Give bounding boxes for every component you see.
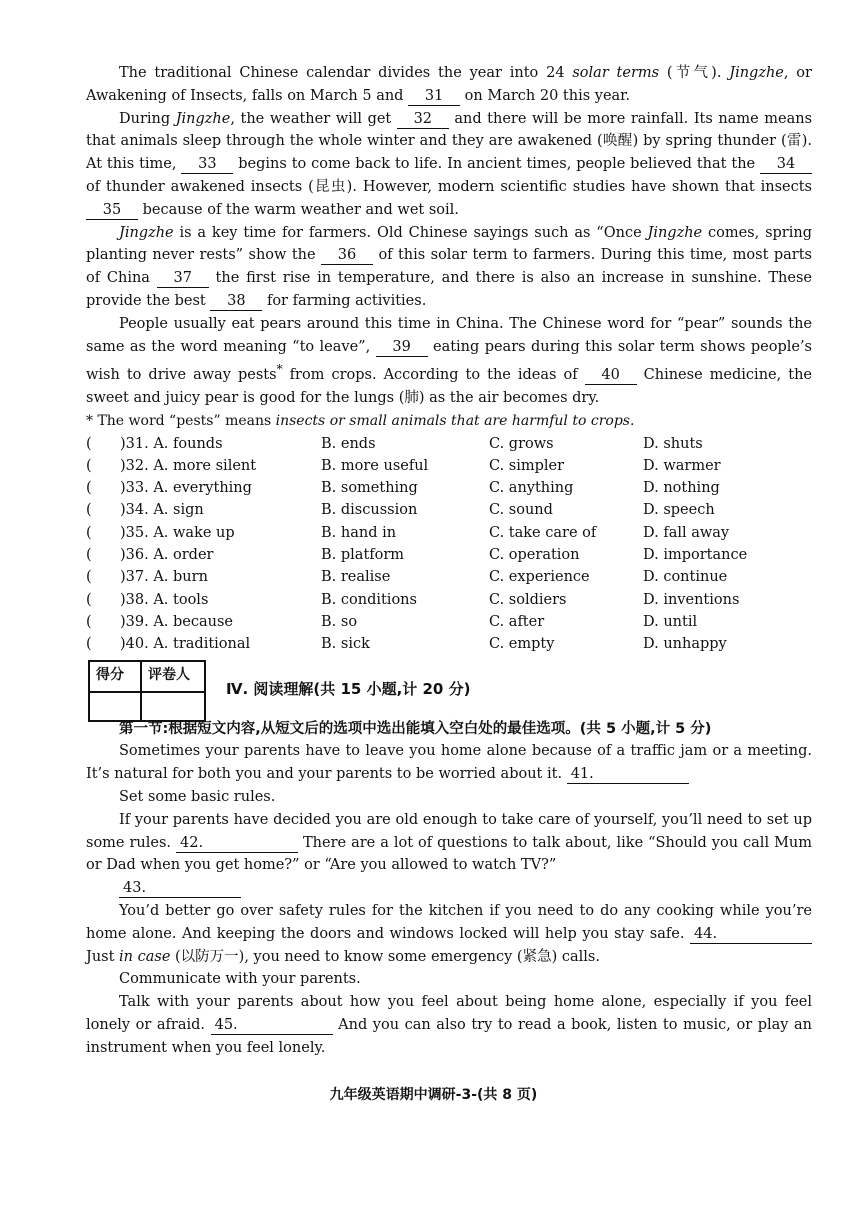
text-italic: Jingzhe xyxy=(119,224,174,241)
answer-paren: ( xyxy=(86,591,92,608)
text: And you can also try to read a book, listen to music, or play an instrument when you feel lonely. xyxy=(86,1016,812,1056)
option-c: C. experience xyxy=(489,569,590,586)
option-b: B. something xyxy=(321,480,418,497)
cloze-paragraph-2 xyxy=(86,108,812,222)
option-d: D. until xyxy=(643,613,698,630)
answer-paren: ( xyxy=(86,569,92,586)
text: because of the warm weather and wet soil. xyxy=(138,201,459,218)
option-row xyxy=(86,633,812,655)
option-d: D. shuts xyxy=(643,435,703,452)
option-b: B. sick xyxy=(321,636,370,653)
grader-label: 评卷人 xyxy=(148,666,190,683)
option-d: D. unhappy xyxy=(643,636,727,653)
reading-paragraph-2 xyxy=(86,809,812,877)
text: You’d better go over safety rules for the kitchen if you need to do any cooking while you’re home alone. And keeping the doors and windows locked will help you stay safe. xyxy=(86,902,812,942)
reading-heading: Set some basic rules. xyxy=(119,788,276,805)
option-c: C. empty xyxy=(489,636,555,653)
text: from crops. According to the ideas of xyxy=(282,367,585,384)
answer-paren: ( xyxy=(86,613,92,630)
blank-37: 37 xyxy=(157,269,209,288)
text-italic: Jingzhe xyxy=(729,65,784,81)
option-d: D. warmer xyxy=(643,457,721,474)
option-d: D. continue xyxy=(643,569,728,586)
blank-39: 39 xyxy=(376,338,428,357)
text-italic: in case xyxy=(119,948,171,965)
section-instructions: 第一节:根据短文内容,从短文后的选项中选出能填入空白处的最佳选项。(共 5 小题,计 5 分) xyxy=(119,720,712,737)
option-c: C. anything xyxy=(489,480,574,497)
text: for farming activities. xyxy=(262,292,427,309)
text: begins to come back to life. In ancient times, people believed that the xyxy=(233,156,761,173)
score-box xyxy=(88,660,206,722)
option-b: B. realise xyxy=(321,569,391,586)
blank-38: 38 xyxy=(210,292,262,311)
option-c: C. soldiers xyxy=(489,591,567,608)
cloze-paragraph-4 xyxy=(86,313,812,410)
option-d: D. nothing xyxy=(643,480,720,497)
text: , or Awakening of Insects, falls on March 5 and xyxy=(86,65,812,104)
option-b: B. hand in xyxy=(321,524,397,541)
reading-paragraph-1 xyxy=(86,740,812,786)
option-c: C. after xyxy=(489,613,545,630)
option-row xyxy=(86,589,812,611)
option-b: B. platform xyxy=(321,547,405,564)
footnote xyxy=(86,410,812,433)
text-italic: Jingzhe xyxy=(175,110,231,127)
blank-42: 42. xyxy=(176,834,298,853)
option-d: D. fall away xyxy=(643,524,730,541)
text: * The word “pests” means xyxy=(86,412,276,429)
option-row xyxy=(86,455,812,477)
text-italic: insects or small animals that are harmful to crops xyxy=(275,412,630,429)
option-a: )37. A. burn xyxy=(120,569,208,586)
option-c: C. operation xyxy=(489,547,580,564)
text: on March 20 this year. xyxy=(460,87,631,104)
answer-paren: ( xyxy=(86,524,92,541)
blank-33: 33 xyxy=(181,155,233,174)
option-a: )39. A. because xyxy=(120,613,234,630)
option-b: B. so xyxy=(321,613,358,630)
blank-31: 31 xyxy=(408,87,460,106)
option-d: D. speech xyxy=(643,502,715,519)
option-a: )31. A. founds xyxy=(120,435,223,452)
option-row xyxy=(86,433,812,455)
option-d: D. importance xyxy=(643,547,748,564)
reading-paragraph-3 xyxy=(86,900,812,968)
blank-45: 45. xyxy=(211,1016,333,1035)
option-c: C. simpler xyxy=(489,457,565,474)
option-a: )32. A. more silent xyxy=(120,457,257,474)
text: Talk with your parents about how you feel about being home alone, especially if you feel lonely or afraid. xyxy=(86,994,812,1033)
option-a: )40. A. traditional xyxy=(120,636,251,653)
blank-44: 44. xyxy=(690,925,812,944)
option-d: D. inventions xyxy=(643,591,740,608)
option-row xyxy=(86,499,812,521)
text: is a key time for farmers. Old Chinese sayings such as “Once xyxy=(173,224,648,241)
blank-41: 41. xyxy=(567,765,689,784)
text: People usually eat pears around this time in China. The Chinese word for “pear” sounds the same as the word meaning “to leave”, xyxy=(86,315,812,355)
text: of this solar term to farmers. During this time, most parts of China xyxy=(86,247,812,287)
text: of thunder awakened insects (昆虫). However, modern scientific studies have shown that insects xyxy=(86,178,812,195)
option-a: )34. A. sign xyxy=(120,502,204,519)
page-footer: 九年级英语期中调研-3-(共 8 页) xyxy=(329,1087,538,1103)
text: The traditional Chinese calendar divides the year into 24 xyxy=(119,65,573,81)
answer-paren: ( xyxy=(86,547,92,564)
option-row xyxy=(86,544,812,566)
text: (以防万一), you need to know some emergency (紧急) calls. xyxy=(170,948,600,965)
page-content xyxy=(86,62,812,1060)
option-a: )38. A. tools xyxy=(120,591,209,608)
option-b: B. ends xyxy=(321,435,376,452)
option-a: )36. A. order xyxy=(120,547,214,564)
text: eating pears during this solar term shows people’s wish to drive away pests xyxy=(86,338,812,384)
text: If your parents have decided you are old enough to take care of yourself, you’ll need to set up some rules. xyxy=(86,811,812,851)
option-c: C. grows xyxy=(489,435,554,452)
reading-paragraph-4 xyxy=(86,991,812,1059)
text: There are a lot of questions to talk about, like “Should you call Mum or Dad when you get home?” or “Are you allowed to watch TV?” xyxy=(86,834,812,874)
text-italic: Jingzhe xyxy=(647,224,703,241)
option-a: )33. A. everything xyxy=(120,480,252,497)
text: Just xyxy=(86,948,120,965)
reading-heading-blank xyxy=(86,877,812,900)
text: comes, spring planting never rests” show the xyxy=(86,224,812,264)
text: , the weather will get xyxy=(230,110,397,127)
text-italic: solar terms xyxy=(572,65,660,81)
text: the first rise in temperature, and there is also an increase in sunshine. These provide the best xyxy=(86,270,812,309)
answer-paren: ( xyxy=(86,502,92,519)
option-b: B. conditions xyxy=(321,591,417,608)
answer-paren: ( xyxy=(86,636,92,653)
option-row xyxy=(86,566,812,588)
answer-paren: ( xyxy=(86,435,92,452)
text: . xyxy=(629,412,635,429)
option-b: B. discussion xyxy=(321,502,418,519)
option-row xyxy=(86,611,812,633)
options-list xyxy=(86,433,812,656)
blank-40: 40 xyxy=(585,366,637,385)
blank-34: 34 xyxy=(760,155,812,174)
section-header xyxy=(86,660,812,726)
blank-36: 36 xyxy=(321,246,373,265)
score-label: 得分 xyxy=(96,666,124,683)
option-c: C. sound xyxy=(489,502,553,519)
footnote-marker: * xyxy=(276,362,283,377)
cloze-paragraph-3 xyxy=(86,222,812,313)
text: and there will be more rainfall. Its name means that animals sleep through the whole winter and they are awakened (唤醒) by spring thunder (雷). At this time, xyxy=(86,110,813,173)
section-title: Ⅳ. 阅读理解(共 15 小题,计 20 分) xyxy=(226,679,471,698)
option-b: B. more useful xyxy=(321,457,429,474)
blank-32: 32 xyxy=(397,110,449,129)
cloze-paragraph-1 xyxy=(86,62,812,108)
option-c: C. take care of xyxy=(489,524,597,541)
reading-heading: Communicate with your parents. xyxy=(119,971,361,988)
text: Sometimes your parents have to leave you home alone because of a traffic jam or a meeting. It’s natural for both you and your parents to be worried about it. xyxy=(86,743,812,783)
blank-35: 35 xyxy=(86,201,138,220)
answer-paren: ( xyxy=(86,457,92,474)
text: (节气). xyxy=(659,65,730,81)
text: Chinese medicine, the sweet and juicy pear is good for the lungs (肺) as the air becomes dry. xyxy=(86,367,812,406)
option-row xyxy=(86,477,812,499)
answer-paren: ( xyxy=(86,480,92,497)
option-a: )35. A. wake up xyxy=(120,524,235,541)
text: During xyxy=(119,110,176,127)
blank-43: 43. xyxy=(119,879,241,898)
option-row xyxy=(86,522,812,544)
